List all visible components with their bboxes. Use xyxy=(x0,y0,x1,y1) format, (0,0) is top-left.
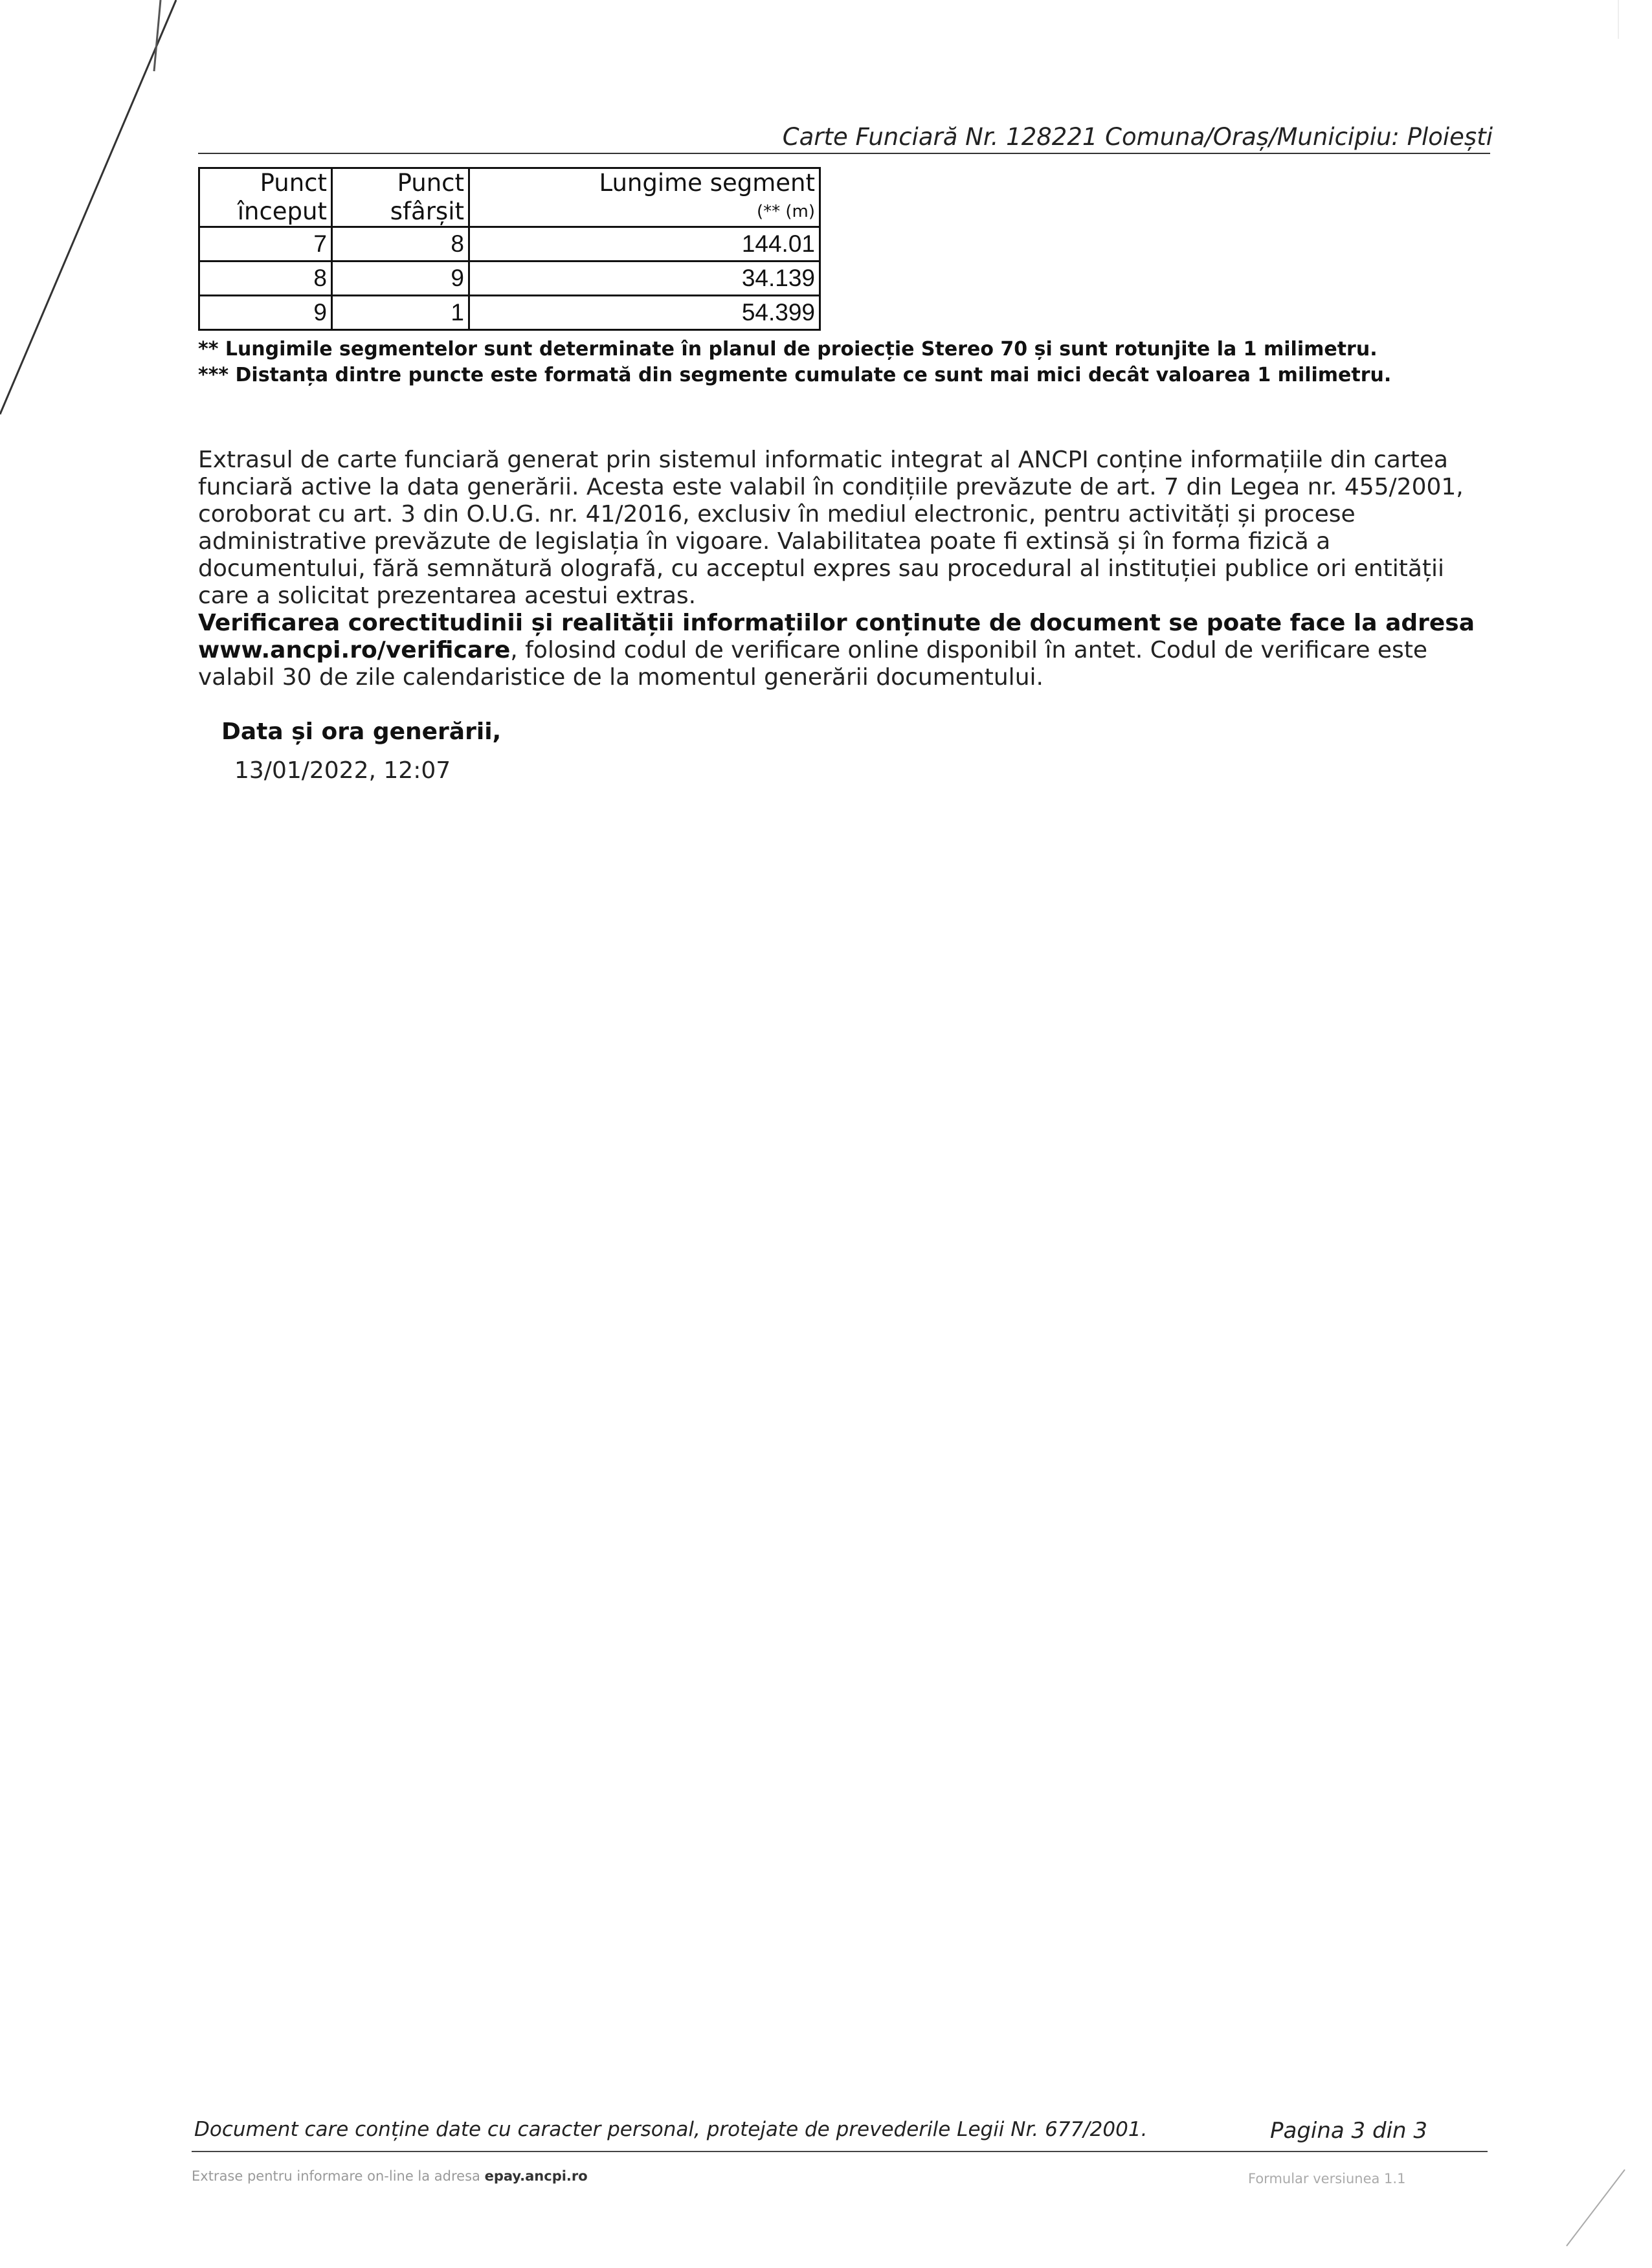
footer-personal-data-notice: Document care conține date cu caracter personal, protejate de prevederile Legii Nr. 677/2001. xyxy=(194,2118,1148,2141)
header-divider xyxy=(198,153,1490,154)
page-header-title: Carte Funciară Nr. 128221 Comuna/Oraș/Municipiu: Ploiești xyxy=(782,123,1493,151)
table-row xyxy=(199,296,820,330)
footer-form-version: Formular versiunea 1.1 xyxy=(1248,2171,1406,2186)
header-segment-length: Lungime segment (** (m) xyxy=(469,168,820,227)
extract-validity-text xyxy=(198,447,1493,691)
footer-page-number: Pagina 3 din 3 xyxy=(1270,2118,1428,2144)
verification-details: , folosind codul de verificare online disponibil în antet. Codul de verificare este valabil 30 de zile calendaristice de la momentul generării documentului. xyxy=(198,637,1428,691)
header-start-point: Punct început xyxy=(199,168,332,227)
cell-start: 9 xyxy=(199,296,332,330)
header-end-point: Punct sfârșit xyxy=(332,168,469,227)
segment-table xyxy=(198,167,821,331)
generation-datetime: 13/01/2022, 12:07 xyxy=(234,757,451,784)
table-header-row xyxy=(199,168,820,227)
footnote-distance: *** Distanța dintre puncte este formată din segmente cumulate ce sunt mai mici decât valoarea 1 milimetru. xyxy=(198,364,1392,386)
cell-length: 144.01 xyxy=(469,227,820,261)
generation-title: Data și ora generării, xyxy=(221,718,502,745)
table-row xyxy=(199,227,820,261)
footer-epay-link[interactable]: epay.ancpi.ro xyxy=(484,2168,588,2184)
verification-link[interactable]: www.ancpi.ro/verificare xyxy=(198,637,511,663)
verification-paragraph xyxy=(198,610,1493,691)
cell-start: 8 xyxy=(199,261,332,296)
cell-end: 8 xyxy=(332,227,469,261)
footnote-segment-lengths: ** Lungimile segmentelor sunt determinate în planul de proiecție Stereo 70 și sunt rotunjite la 1 milimetru. xyxy=(198,338,1378,361)
footer-divider xyxy=(192,2151,1488,2152)
validity-paragraph: Extrasul de carte funciară generat prin sistemul informatic integrat al ANCPI conține informațiile din cartea funciară active la data generării. Acesta este valabil în condițiile prevăzute de art. 7 din Legea nr. 455/2001, coroborat cu art. 3 din O.U.G. nr. 41/2016, exclusiv în mediul electronic, pentru activități și procese administrative prevăzute de legislația în vigoare. Valabilitatea poate fi extinsă și în forma fizică a documentului, fără semnătură olografă, cu acceptul expres sau procedural al instituției publice ori entității care a solicitat prezentarea acestui extras. xyxy=(198,447,1464,609)
cell-length: 34.139 xyxy=(469,261,820,296)
table-row xyxy=(199,261,820,296)
cell-end: 1 xyxy=(332,296,469,330)
verification-intro: Verificarea corectitudinii și realității informațiilor conținute de document se poate face la adresa xyxy=(198,610,1475,636)
footer-online-info: Extrase pentru informare on-line la adresa epay.ancpi.ro xyxy=(192,2168,588,2184)
cell-start: 7 xyxy=(199,227,332,261)
cell-end: 9 xyxy=(332,261,469,296)
cell-length: 54.399 xyxy=(469,296,820,330)
